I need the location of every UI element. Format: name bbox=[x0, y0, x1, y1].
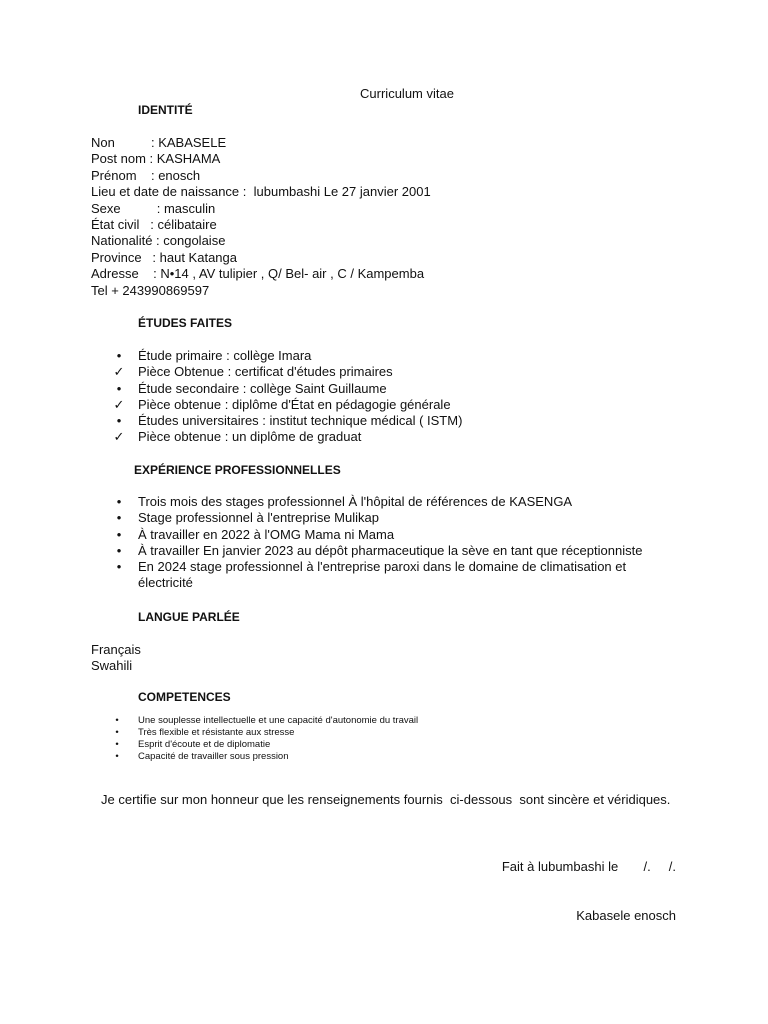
bullet-icon: • bbox=[115, 751, 119, 762]
identity-row-phone: Tel + 243990869597 bbox=[91, 282, 210, 298]
list-item: • À travailler En janvier 2023 au dépôt pharmaceutique la sève en tant que réceptionniste bbox=[112, 543, 672, 559]
bullet-icon: • bbox=[116, 413, 122, 429]
list-item: • Stage professionnel à l'entreprise Mulikap bbox=[112, 510, 672, 526]
signature-name: Kabasele enosch bbox=[576, 908, 676, 924]
checkmark-icon: ✓ bbox=[113, 429, 125, 445]
bullet-icon: • bbox=[116, 510, 122, 526]
bullet-icon: • bbox=[115, 727, 119, 738]
identity-row-firstname: Prénom : enosch bbox=[91, 167, 201, 183]
list-item: • Capacité de travailler sous pression bbox=[112, 751, 418, 763]
identity-row-postname: Post nom : KASHAMA bbox=[91, 151, 221, 167]
identity-heading: IDENTITÉ bbox=[138, 103, 193, 117]
list-item: ✓ Pièce Obtenue : certificat d'études primaires bbox=[113, 364, 393, 380]
list-item: ✓ Pièce obtenue : un diplôme de graduat bbox=[113, 429, 362, 445]
signature-place-date: Fait à lubumbashi le /. /. bbox=[501, 858, 676, 874]
bullet-icon: • bbox=[116, 494, 122, 509]
languages-list bbox=[91, 642, 141, 675]
bullet-icon: • bbox=[116, 526, 122, 542]
studies-heading: ÉTUDES FAITES bbox=[138, 316, 233, 330]
language-item: Swahili bbox=[91, 658, 133, 674]
identity-row-province: Province : haut Katanga bbox=[91, 249, 237, 265]
experience-list bbox=[112, 494, 672, 592]
identity-row-sex: Sexe : masculin bbox=[91, 200, 216, 216]
list-item: • Esprit d'écoute et de diplomatie bbox=[112, 739, 418, 751]
identity-row-nationality: Nationalité : congolaise bbox=[91, 233, 226, 249]
identity-row-address: Adresse : N•14 , AV tulipier , Q/ Bel- air , C / Kampemba bbox=[91, 266, 425, 282]
identity-row-birth: Lieu et date de naissance : lubumbashi Le 27 janvier 2001 bbox=[91, 184, 431, 200]
list-item: • Études universitaires : institut technique médical ( ISTM) bbox=[112, 413, 672, 429]
bullet-icon: • bbox=[115, 715, 119, 726]
bullet-icon: • bbox=[116, 348, 122, 363]
checkmark-icon: ✓ bbox=[113, 364, 125, 380]
skills-heading: COMPETENCES bbox=[138, 690, 231, 704]
identity-row-name: Non : KABASELE bbox=[91, 135, 227, 150]
bullet-icon: • bbox=[115, 739, 119, 750]
bullet-icon: • bbox=[116, 380, 122, 396]
certification-statement: Je certifie sur mon honneur que les renseignements fournis ci-dessous sont sincère et véridiques. bbox=[101, 792, 671, 807]
list-item: • Une souplesse intellectuelle et une capacité d'autonomie du travail bbox=[112, 715, 418, 727]
list-item: • Étude secondaire : collège Saint Guillaume bbox=[112, 381, 672, 397]
experience-heading: EXPÉRIENCE PROFESSIONNELLES bbox=[134, 463, 341, 477]
list-item: ✓ Pièce obtenue : diplôme d'État en pédagogie générale bbox=[113, 396, 451, 412]
identity-section bbox=[91, 135, 431, 299]
skills-list bbox=[112, 715, 418, 763]
bullet-icon: • bbox=[116, 559, 122, 575]
list-item: • Très flexible et résistante aux stresse bbox=[112, 727, 418, 739]
identity-row-civil-status: État civil : célibataire bbox=[91, 217, 217, 233]
signature-block bbox=[502, 826, 676, 957]
list-item: • Trois mois des stages professionnel À l'hôpital de références de KASENGA bbox=[112, 494, 672, 510]
list-item: • À travailler en 2022 à l'OMG Mama ni Mama bbox=[112, 527, 672, 543]
document-title: Curriculum vitae bbox=[360, 86, 454, 101]
list-item: • En 2024 stage professionnel à l'entreprise paroxi dans le domaine de climatisation et électricité bbox=[112, 559, 672, 592]
studies-list bbox=[112, 348, 672, 446]
language-item: Français bbox=[91, 642, 141, 657]
checkmark-icon: ✓ bbox=[113, 396, 125, 412]
list-item: • Étude primaire : collège Imara bbox=[112, 348, 672, 364]
bullet-icon: • bbox=[116, 542, 122, 558]
languages-heading: LANGUE PARLÉE bbox=[138, 610, 240, 624]
